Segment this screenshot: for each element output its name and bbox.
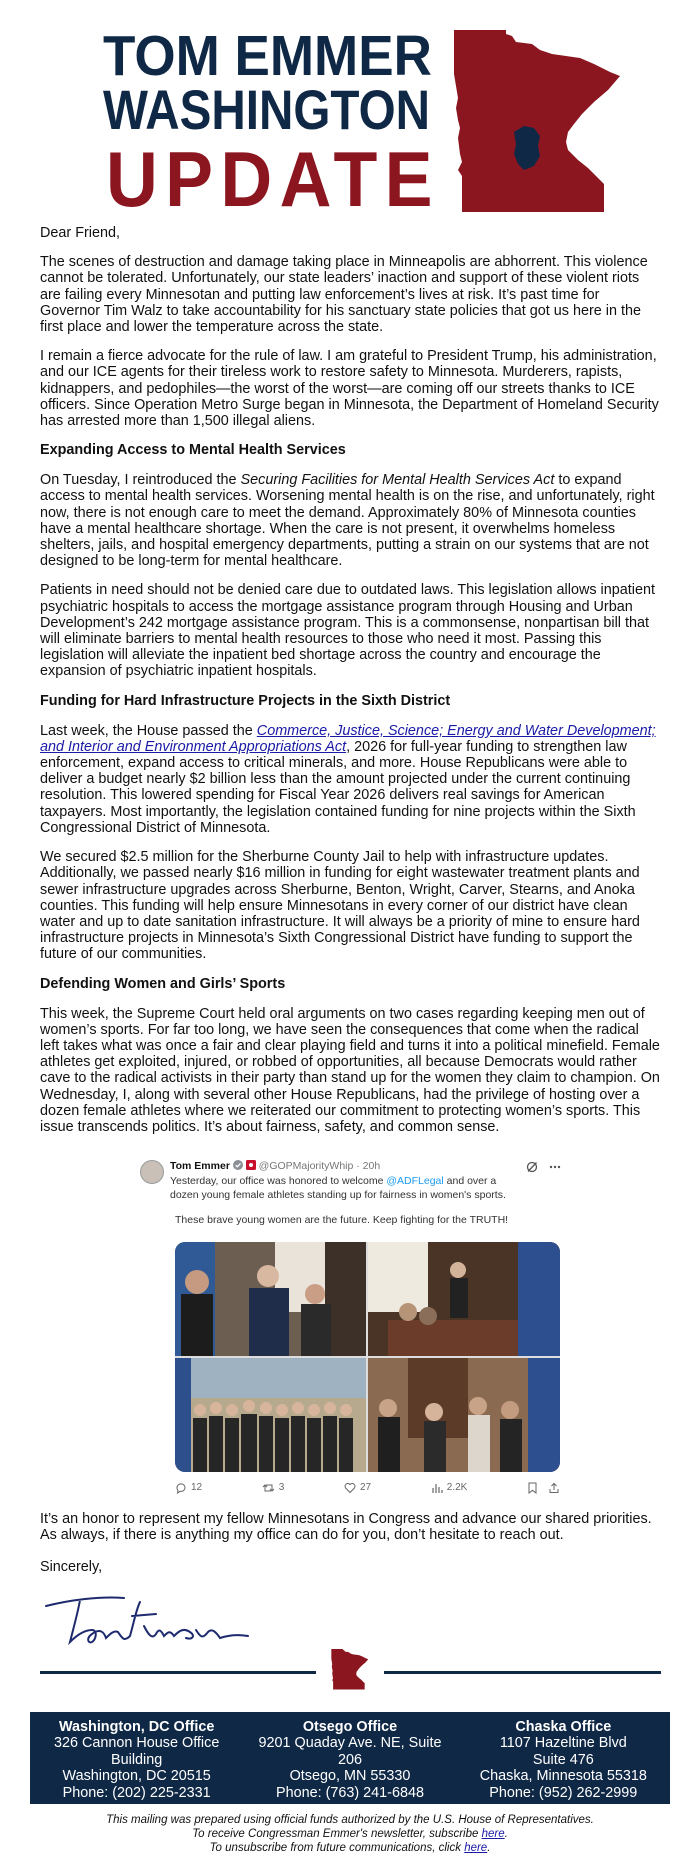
- intro-paragraph-1: The scenes of destruction and damage taking place in Minneapolis are abhorrent. This violence cannot be tolerated. Unfortunately, our state leaders’ inaction and support of these violent riots are failing every Minnesotan and putting law enforcement’s lives at risk. It’s past time for Governor Tim Walz to take accountability for his sanctuary state policies that got us here in the first place and lower the temperature across the state.: [40, 254, 648, 336]
- office-phone: Phone: (202) 225-2331: [62, 1784, 211, 1801]
- section-heading-infrastructure: Funding for Hard Infrastructure Projects in the Sixth District: [40, 692, 451, 709]
- photo-group-shot[interactable]: [175, 1358, 366, 1472]
- masthead-line-update: UPDATE: [106, 135, 440, 223]
- office-address-line: 9201 Quaday Ave. NE, Suite: [258, 1735, 442, 1752]
- tweet-text: Yesterday, our office was honored to welcome @ADFLegal and over a dozen young female athletes standing up for fairness in women's sports.: [170, 1175, 506, 1201]
- disclaimer-subscribe: To receive Congressman Emmer's newsletter, subscribe here.: [192, 1828, 508, 1841]
- gop-affiliation-icon: [246, 1160, 256, 1170]
- office-address-line: 206: [337, 1751, 362, 1768]
- disclaimer-unsubscribe: To unsubscribe from future communications, click here.: [209, 1842, 491, 1855]
- infrastructure-paragraph-2: We secured $2.5 million for the Sherburne County Jail to help with infrastructure updates. Additionally, we passed nearly $16 million in funding for eight wastewater treatment plants and sewer infrastructure upgrades across Sherburne, Benton, Wright, Carver, Stearns, and Anoka counties. This funding will help ensure Minnesotans in every corner of our district have clean water and up to date sanitation infrastructure. It will always be a priority of mine to ensure hard infrastructure projects in Minnesota’s Sixth Congressional District have funding to support the future of our communities.: [40, 849, 640, 963]
- section-heading-mental-health: Expanding Access to Mental Health Services: [40, 442, 346, 459]
- tweet-author-name[interactable]: Tom Emmer: [170, 1160, 230, 1172]
- disclaimer: [0, 1813, 700, 1856]
- office-city-line: Washington, DC 20515: [62, 1768, 211, 1785]
- repost-icon: [262, 1482, 275, 1494]
- closing-paragraph: It’s an honor to represent my fellow Minnesotans in Congress and advance our shared priorities. As always, if there is anything my office can do for you, don’t hesitate to reach out.: [40, 1511, 652, 1544]
- letter-closing: [40, 1511, 661, 1589]
- unsubscribe-link[interactable]: here: [464, 1842, 488, 1855]
- office-footer: [30, 1712, 670, 1804]
- disclaimer-funding: This mailing was prepared using official funds authorized by the U.S. House of Representatives.: [106, 1814, 594, 1826]
- avatar[interactable]: [140, 1160, 164, 1184]
- office-name: Washington, DC Office: [58, 1719, 215, 1735]
- office-address-line: 326 Cannon House Office: [53, 1735, 220, 1752]
- photo-hallway[interactable]: [368, 1358, 560, 1472]
- repost-button[interactable]: 3: [262, 1480, 285, 1496]
- masthead-line-tom-emmer: TOM EMMER: [103, 24, 432, 88]
- signoff: Sincerely,: [40, 1559, 103, 1576]
- grok-icon[interactable]: [526, 1161, 538, 1173]
- like-button[interactable]: 27: [344, 1480, 371, 1496]
- intro-paragraph-2: I remain a fierce advocate for the rule of law. I am grateful to President Trump, his administration, and our ICE agents for their tireless work to restore safety to Minnesota. Murderers, rapists, kidnappers, and pedophiles—the worst of the worst—are coming off our streets thanks to ICE officers. Since Operation Metro Surge began in Minnesota, the Department of Homeland Security has arrested more than 1,500 illegal aliens.: [40, 348, 659, 430]
- office-name: Otsego Office: [302, 1719, 398, 1735]
- tweet-text-2: These brave young women are the future. Keep fighting for the TRUTH!: [175, 1214, 509, 1226]
- reply-button[interactable]: 12: [175, 1480, 202, 1496]
- tweet-mention[interactable]: @ADFLegal: [386, 1175, 444, 1187]
- minnesota-map-icon: [448, 28, 628, 212]
- tweet-header: [140, 1160, 562, 1202]
- verified-badge-icon: [233, 1160, 243, 1170]
- reply-icon: [175, 1482, 187, 1494]
- tweet-handle-time: @GOPMajorityWhip · 20h: [258, 1160, 381, 1172]
- masthead: [0, 0, 700, 225]
- divider-right: [384, 1671, 661, 1674]
- more-options-icon[interactable]: [548, 1161, 562, 1173]
- office-city-line: Chaska, Minnesota 55318: [479, 1768, 647, 1785]
- section-heading-womens-sports: Defending Women and Girls’ Sports: [40, 975, 286, 992]
- views-icon: [431, 1482, 443, 1494]
- tweet-actions: [175, 1480, 560, 1496]
- office-phone: Phone: (952) 262-2999: [489, 1784, 638, 1801]
- appropriations-act-link[interactable]: Commerce, Justice, Science; Energy and Water Development; and Interior and Environment Appropriations Act: [40, 722, 656, 755]
- photo-meeting-room[interactable]: [368, 1242, 560, 1356]
- office-washington: [30, 1712, 243, 1804]
- views-count[interactable]: 2.2K: [431, 1480, 468, 1496]
- embedded-tweet[interactable]: [140, 1160, 562, 1496]
- signature-image: [40, 1586, 260, 1656]
- mental-health-paragraph-2: Patients in need should not be denied care due to outdated laws. This legislation allows inpatient psychiatric hospitals to access the mortgage assistance program through Housing and Urban Development’s 242 mortgage assistance program. This is a commonsense, nonpartisan bill that will eliminate barriers to mental health resources to those who need it most. Passing this legislation will alleviate the inpatient bed shortage across the country and encourage the expansion of psychiatric inpatient hospitals.: [40, 582, 655, 680]
- divider-left: [40, 1671, 316, 1674]
- letter-body: [40, 225, 661, 1148]
- masthead-line-washington: WASHINGTON: [103, 78, 431, 141]
- subscribe-link[interactable]: here: [481, 1828, 505, 1841]
- office-phone: Phone: (763) 241-6848: [275, 1784, 424, 1801]
- bookmark-icon[interactable]: [527, 1482, 538, 1494]
- office-address-line: Suite 476: [532, 1751, 594, 1768]
- photo-athletes-office[interactable]: [175, 1242, 366, 1356]
- womens-sports-paragraph: This week, the Supreme Court held oral arguments on two cases regarding keeping men out of women’s sports. For far too long, we have seen the consequences that come when the radical left takes what was once a fair and clear playing field and turns it into a political minefield. Female athletes get exploited, injured, or robbed of opportunities, all because Democrats would rather cave to the radical activists in their party than stand up for the women they claim to champion. On Wednesday, I, along with several other House Republicans, had the privilege of hosting over a dozen female athletes where we reiterated our commitment to protecting women’s sports. This issue transcends politics. It’s about fairness, safety, and common sense.: [40, 1005, 660, 1135]
- office-address-line: Building: [111, 1751, 163, 1768]
- heart-icon: [344, 1482, 356, 1494]
- minnesota-divider-icon: [330, 1645, 370, 1693]
- share-icon[interactable]: [548, 1482, 560, 1494]
- office-city-line: Otsego, MN 55330: [289, 1768, 411, 1785]
- office-chaska: [457, 1712, 670, 1804]
- office-name: Chaska Office: [515, 1719, 612, 1735]
- tweet-photo-grid[interactable]: [175, 1242, 560, 1472]
- infrastructure-paragraph-1: Last week, the House passed the Commerce, Justice, Science; Energy and Water Development; and Interior and Environment Appropriations Act, 2026 for full-year funding to strengthen law enforcement, expand access to critical minerals, and more. House Republicans were able to deliver a budget nearly $2 billion less than the amount projected under the current continuing resolution. This lowered spending for Fiscal Year 2026 delivers real savings for American taxpayers. Most importantly, the legislation contained funding for nine projects within the Sixth Congressional District of Minnesota.: [40, 722, 656, 836]
- office-otsego: [243, 1712, 456, 1804]
- greeting: Dear Friend,: [40, 225, 120, 241]
- mental-health-paragraph-1: On Tuesday, I reintroduced the Securing Facilities for Mental Health Services Act to expand access to mental health services. Worsening mental health is on the rise, and unfortunately, right now, there is not enough care to meet the demand. Approximately 80% of Minnesota counties have a mental healthcare shortage. When the care is not present, it overwhelms homeless shelters, jails, and hospital emergency departments, putting a strain on our systems that are not designed to be long-term for mental healthcare.: [40, 472, 655, 570]
- office-address-line: 1107 Hazeltine Blvd: [499, 1735, 627, 1752]
